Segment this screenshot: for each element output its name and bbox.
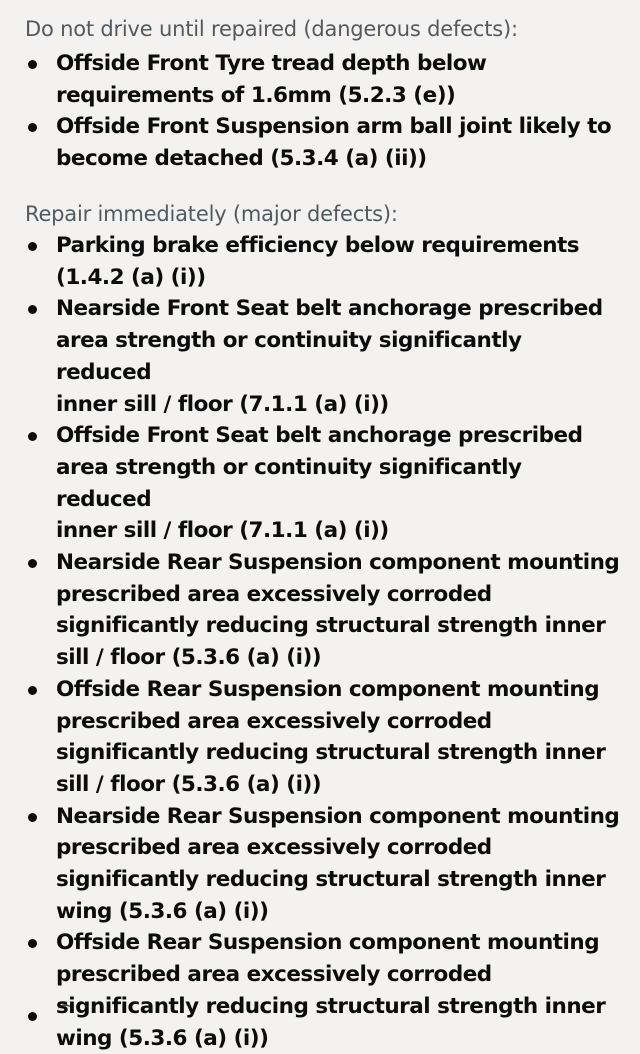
defect-item [0,48,640,111]
defect-text: Offside Front Tyre tread depth below requirements of 1.6mm (5.2.3 (e)) [56,51,487,108]
defect-item [0,111,640,174]
bullet-dot-icon [28,686,37,695]
cut-off-text-fragment [58,1004,72,1016]
defect-text: Nearside Rear Suspension component mounting prescribed area excessively corroded significantly reducing structural strength inner sill / floor (5.3.6 (a) (i)) [56,550,620,671]
defect-text: Offside Rear Suspension component mounting prescribed area excessively corroded significantly reducing structural strength inner wing (5.3.6 (a) (i)) [56,930,606,1051]
defect-item [0,420,640,547]
defect-item [0,927,640,1054]
defect-text: Nearside Rear Suspension component mounting prescribed area excessively corroded significantly reducing structural strength inner wing (5.3.6 (a) (i)) [56,803,620,924]
bullet-dot-icon [28,123,37,132]
major-defects-list [0,230,640,1054]
defect-text: Offside Rear Suspension component mounting prescribed area excessively corroded significantly reducing structural strength inner sill / floor (5.3.6 (a) (i)) [56,676,606,797]
defect-item [0,293,640,420]
defect-item [0,801,640,928]
bullet-dot-icon [28,60,37,69]
defect-item [0,674,640,801]
bullet-dot-icon [28,1012,37,1021]
dangerous-defects-list [0,48,640,175]
bullet-dot-icon [28,242,37,251]
bullet-dot-icon [28,559,37,568]
defect-text: Nearside Front Seat belt anchorage prescribed area strength or continuity significantly reduced inner sill / floor (7.1.1 (a) (i)) [56,296,603,417]
defect-text: Offside Front Seat belt anchorage prescribed area strength or continuity significantly reduced inner sill / floor (7.1.1 (a) (i)) [56,423,583,544]
bullet-dot-icon [28,813,37,822]
defect-text: Offside Front Suspension arm ball joint likely to become detached (5.3.4 (a) (ii)) [56,114,612,172]
defect-item [0,547,640,674]
major-defects-heading: Repair immediately (major defects): [25,202,398,226]
defect-text: Parking brake efficiency below requirements (1.4.2 (a) (i)) [56,233,580,290]
bullet-dot-icon [28,305,37,314]
defect-item [0,230,640,293]
dangerous-defects-heading: Do not drive until repaired (dangerous defects): [25,17,518,41]
bullet-dot-icon [28,939,37,948]
truncated-list-item [28,1006,108,1026]
bullet-dot-icon [28,432,37,441]
